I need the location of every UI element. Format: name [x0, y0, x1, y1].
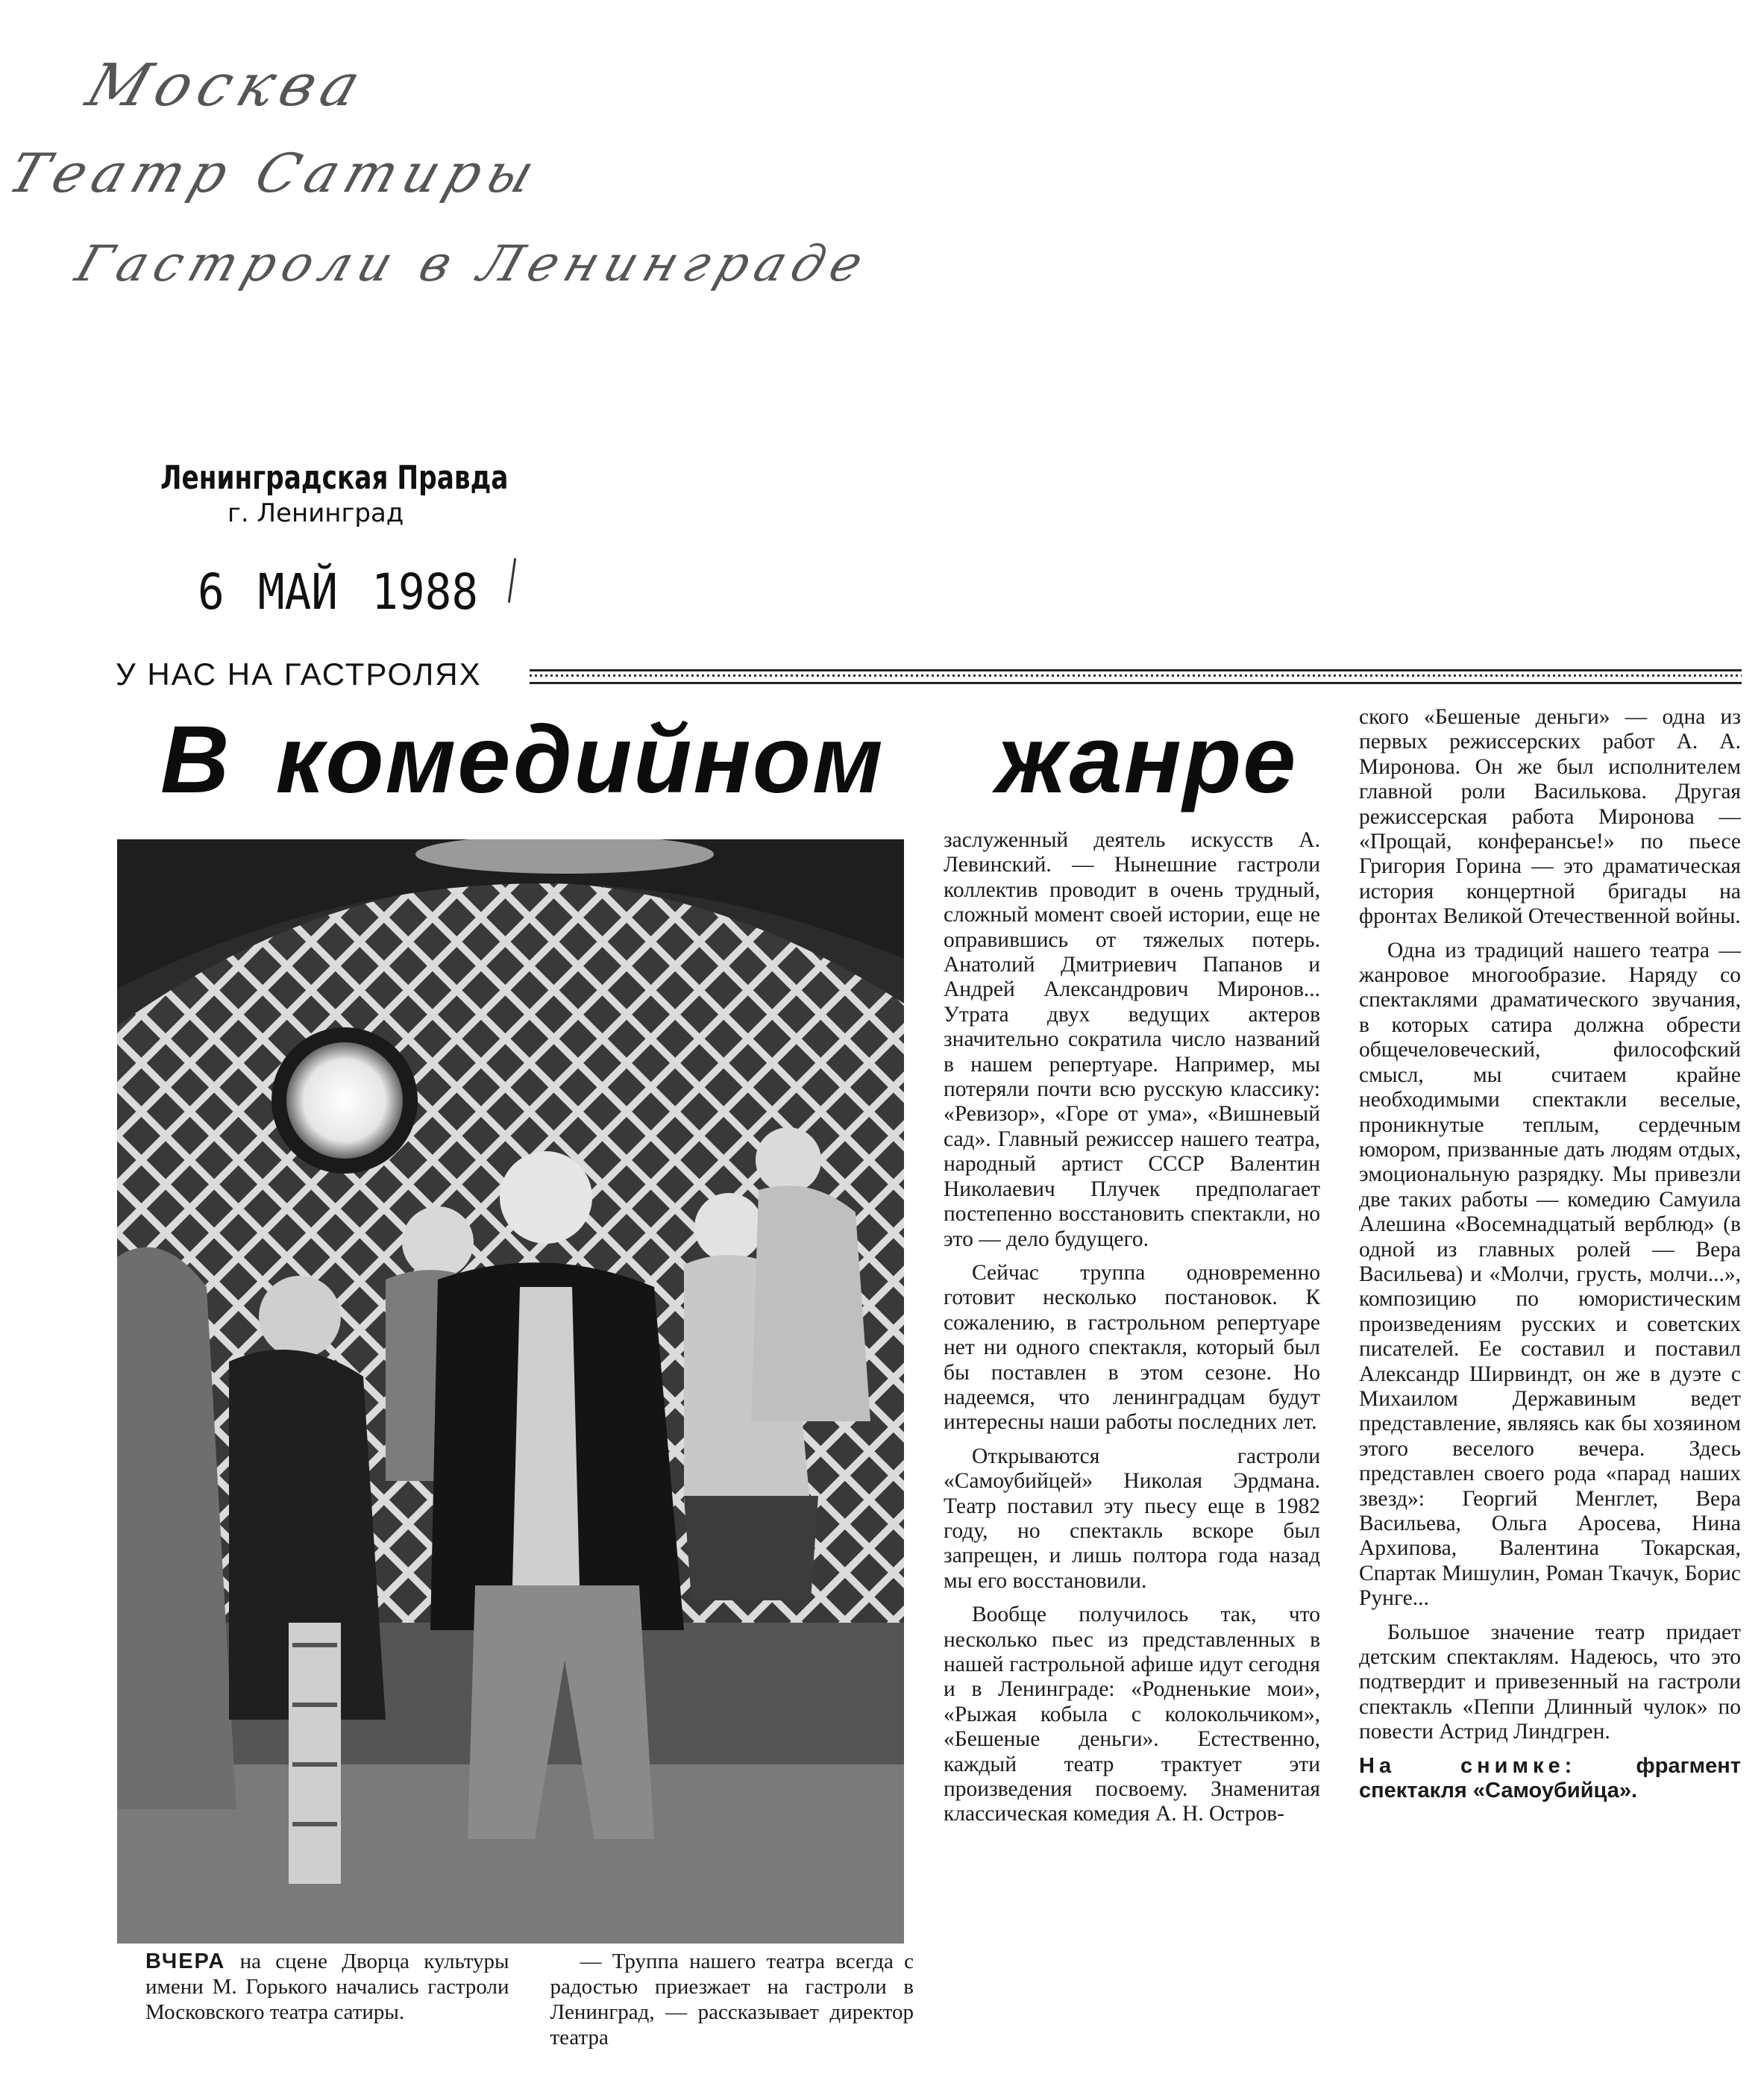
pencil-tick-mark — [508, 558, 516, 603]
photo-caption — [145, 1949, 914, 2050]
photo-credit-note — [1359, 1754, 1741, 1804]
headline-word-2: комедийном — [275, 707, 885, 813]
article-column-1 — [944, 828, 1320, 1827]
caption-text: на сцене Дворца культуры имени М. Горького начались гастроли Московского театра сатиры. — [145, 1949, 509, 2024]
caption-opening — [145, 1949, 509, 2025]
stamp-date-month: МАЙ — [257, 563, 339, 621]
handwritten-line-3: Гастроли в Ленинграде — [69, 235, 878, 292]
caption-lead-word: ВЧЕРА — [145, 1949, 226, 1973]
article-paragraph: ского «Бешеные деньги» — одна из первых режиссерских работ А. А. Миронова. Он же был исполнителем главной роли Василькова. Другая режиссерская работа Миронова — «Прощай, конферансье!» по пьесе Григория Горина — это драматическая история концертной бригады на фронтах Великой Отечественной войны. — [1359, 705, 1741, 929]
rubric-rule — [530, 669, 1742, 684]
handwritten-note — [0, 22, 878, 336]
article-paragraph: Вообще получилось так, что несколько пьес из представленных в нашей гастрольной афише идут сегодня и в Ленинграде: «Родненькие мои», «Рыжая кобыла с колокольчиком», «Бешеные деньги». Естественно, каждый театр трактует эти произведения посвоему. Знаменитая классическая комедия А. Н. Остров- — [944, 1603, 1320, 1826]
article-paragraph: заслуженный деятель искусств А. Левинский. — Нынешние гастроли коллектив проводит в очень трудный, сложный момент своей истории, еще не оправившись от тяжелых потерь. Анатолий Дмитриевич Папанов и Андрей Александрович Миронов... Утрата двух ведущих актеров значительно сократила число названий в нашем репертуаре. Например, мы потеряли почти всю русскую классику: «Ревизор», «Горе от ума», «Вишневый сад». Главный режиссер нашего театра, народный артист СССР Валентин Николаевич Плучек предполагает постепенно восстановить спектакли, но это — дело будущего. — [944, 828, 1320, 1251]
photo-note-text: фрагмент спектакля «Самоубийца». — [1359, 1753, 1741, 1803]
newspaper-city: г. Ленинград — [227, 498, 404, 528]
newspaper-stamp — [160, 459, 548, 528]
article-headline — [160, 705, 1297, 815]
article-column-2 — [1359, 705, 1741, 1803]
stage-photo — [117, 839, 904, 1944]
newspaper-name: Ленинградская Правда — [160, 459, 509, 497]
stamp-date — [198, 563, 478, 621]
caption-continuation: — Труппа нашего театра всегда с радостью приезжает на гастроли в Ленинград, — рассказывает директор театра — [550, 1949, 914, 2049]
photo-note-label: На снимке: — [1359, 1753, 1577, 1778]
article-paragraph: Большое значение театр придает детским спектаклям. Надеюсь, что это подтвердит и привезенный на гастроли спектакль «Пеппи Длинный чулок» по повести Астрид Линдгрен. — [1359, 1620, 1741, 1744]
stage-photo-image — [117, 839, 904, 1944]
handwritten-line-2: Театр Сатиры — [1, 142, 550, 204]
article-paragraph: Одна из традиций нашего театра — жанровое многообразие. Наряду со спектаклями драматического звучания, в которых сатира должна обрести общечеловеческий, философский смысл, мы считаем крайне необходимыми спектакли веселые, проникнутые теплым, сердечным юмором, призванные дать людям отдых, эмоциональную разрядку. Мы привезли две таких работы — комедию Самуила Алешина «Восемнадцатый верблюд» (в одной из главных ролей — Вера Васильева) и «Молчи, грусть, молчи...», композицию по юмористическим произведениям русских и советских писателей. Ее составил и поставил Александр Ширвиндт, он же в дуэте с Михаилом Державиным ведет представление, являясь как бы хозяином этого веселого вечера. Здесь представлен своего рода «парад наших звезд»: Георгий Менглет, Вера Васильева, Ольга Аросева, Нина Архипова, Валентина Токарская, Спартак Мишулин, Роман Ткачук, Борис Рунге... — [1359, 938, 1741, 1611]
article-paragraph: Сейчас труппа одновременно готовит несколько постановок. К сожалению, в гастрольном репертуаре нет ни одного спектакля, который был бы поставлен в этом сезоне. Но надеемся, что ленинградцам будут интересны наши работы последних лет. — [944, 1260, 1320, 1435]
section-rubric: У НАС НА ГАСТРОЛЯХ — [116, 657, 482, 692]
stamp-date-day: 6 — [198, 563, 225, 621]
headline-word-3: жанре — [996, 707, 1298, 813]
handwritten-line-1: Москва — [78, 52, 376, 119]
stamp-date-year: 1988 — [371, 563, 479, 621]
headline-word-1: В — [160, 707, 231, 813]
article-paragraph: Открываются гастроли «Самоубийцей» Николая Эрдмана. Театр поставил эту пьесу еще в 1982 году, но спектакль вскоре был запрещен, и лишь полтора года назад мы его восстановили. — [944, 1444, 1320, 1593]
